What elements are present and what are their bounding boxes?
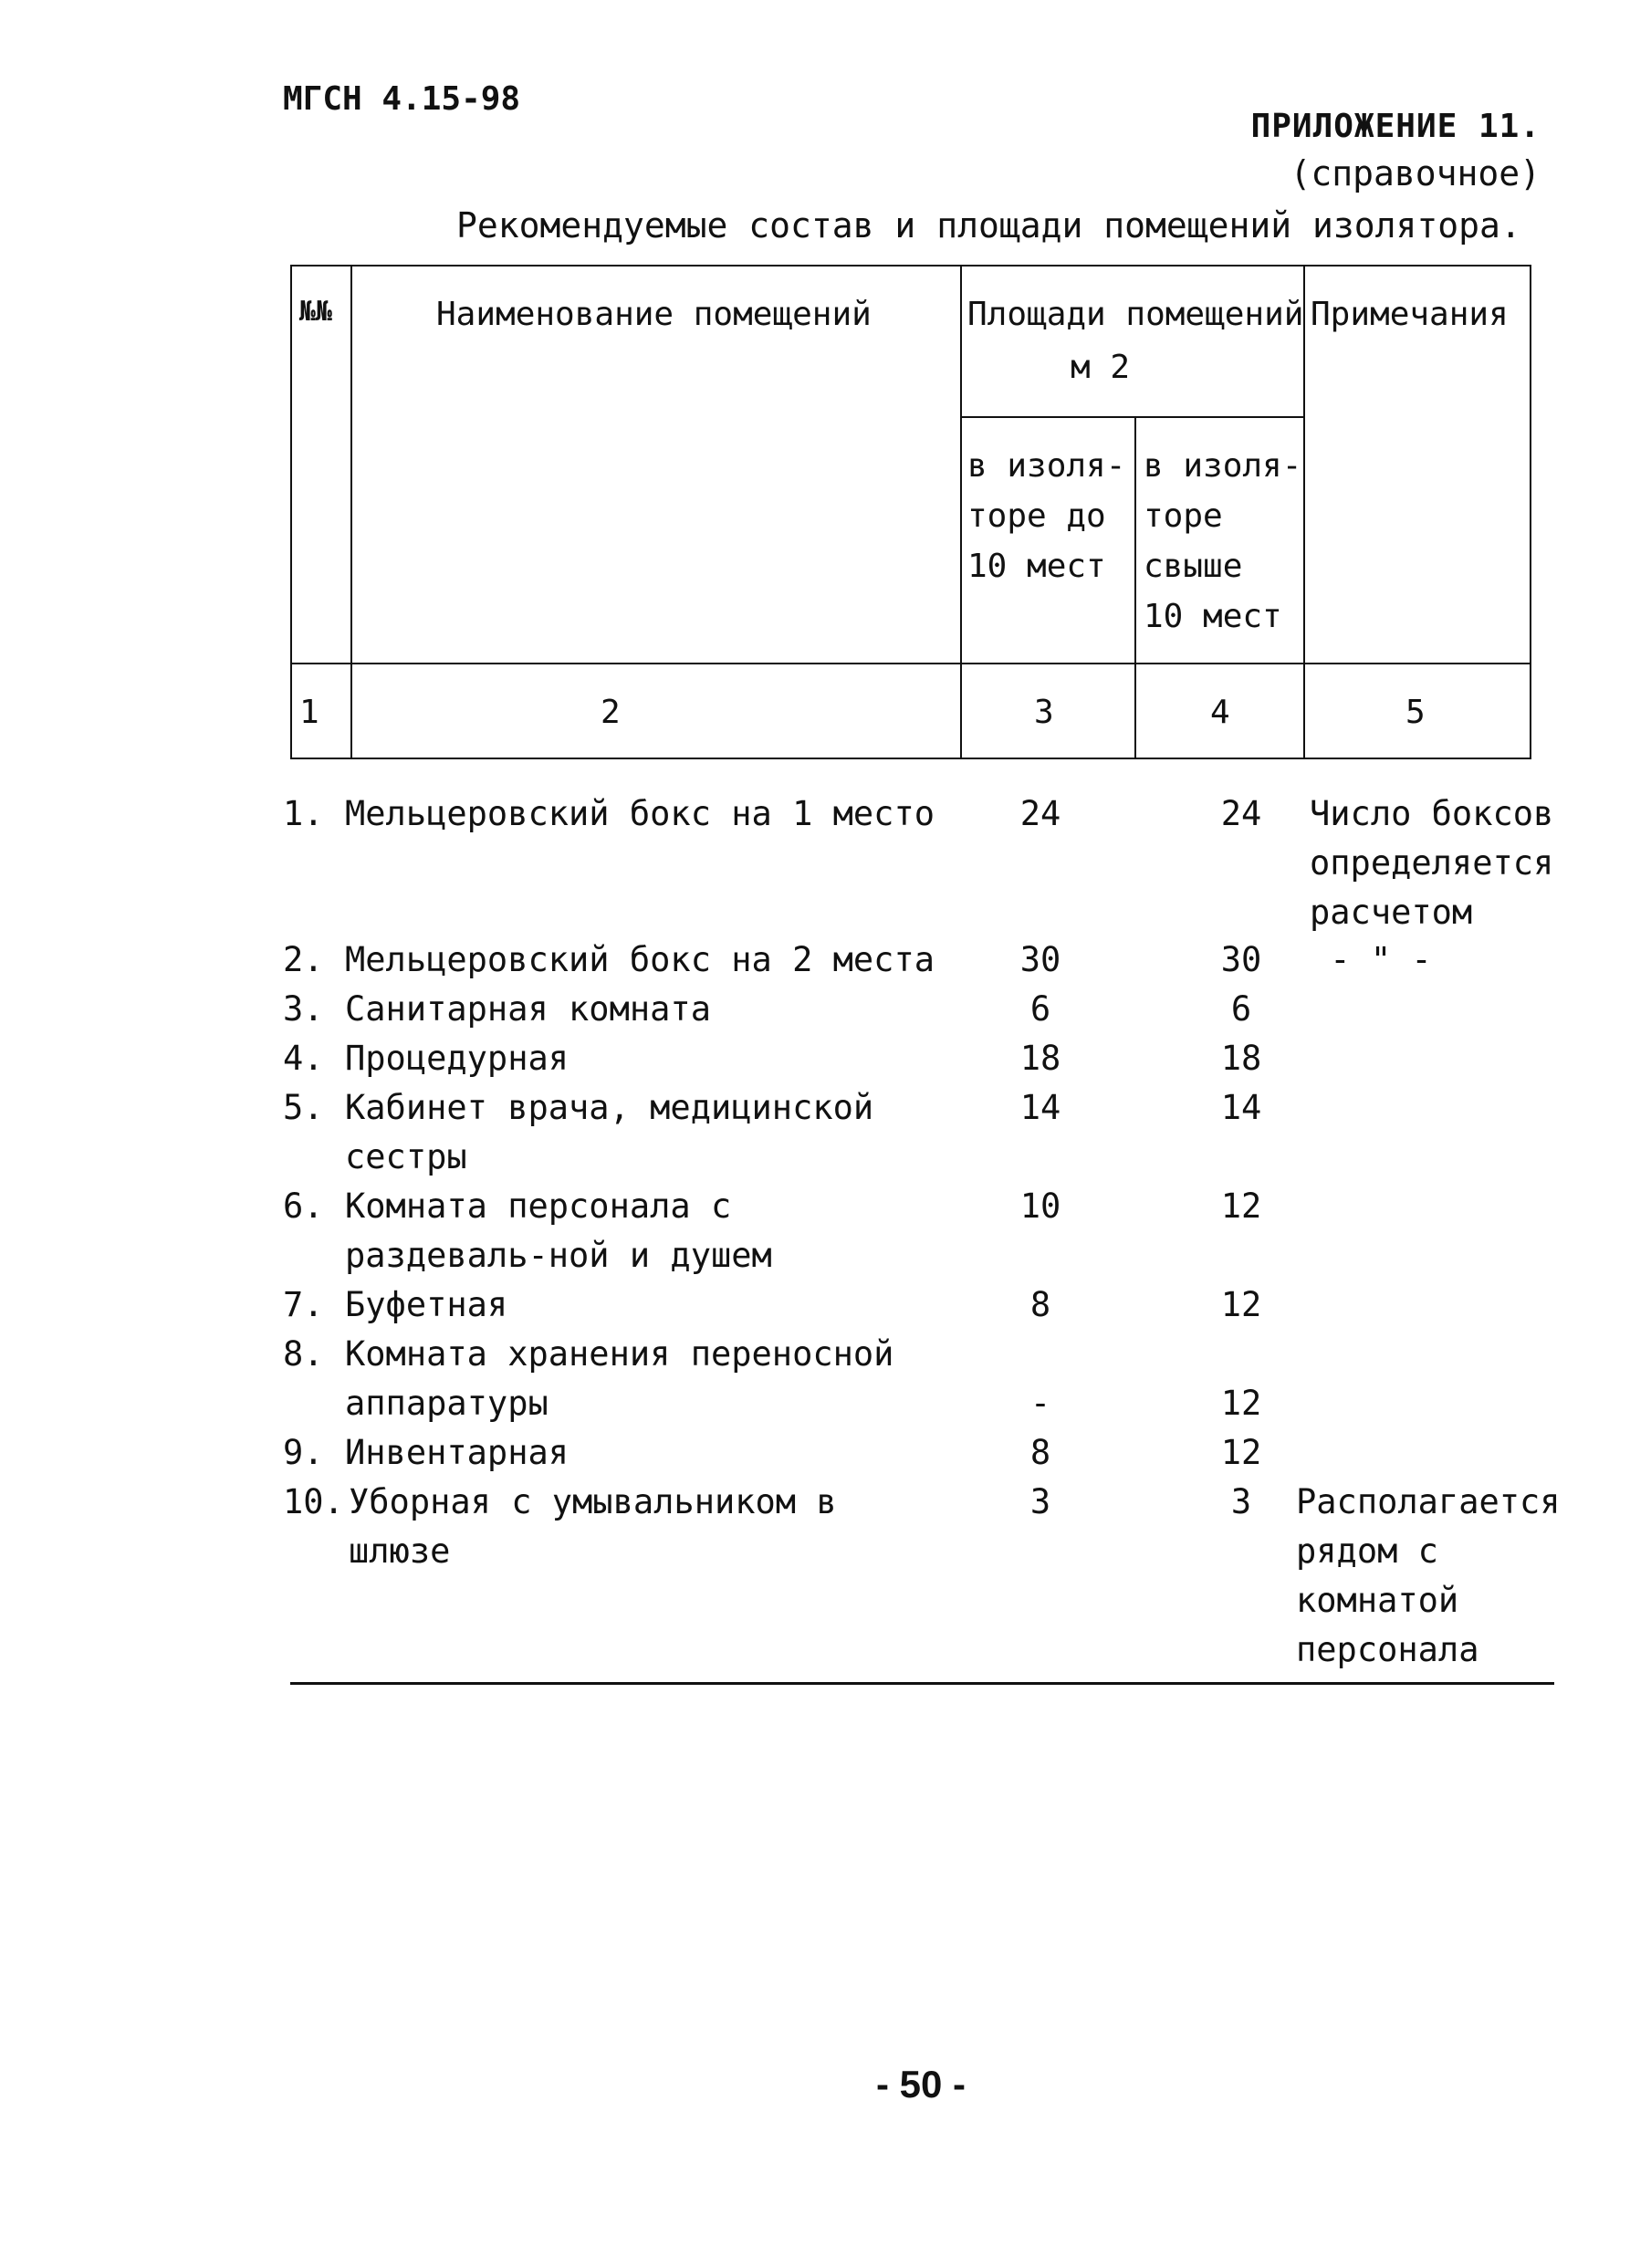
header-sub4-line1: в изоля-	[1144, 447, 1302, 485]
row-name: Инвентарная	[345, 1433, 569, 1472]
row-name: Мельцеровский бокс на 2 места	[345, 940, 935, 979]
row-note: Число боксов определяется расчетом	[1310, 794, 1554, 932]
header-colnum-4: 4	[1210, 694, 1230, 731]
table-caption: Рекомендуемые состав и площади помещений изолятора.	[456, 205, 1521, 246]
appendix-subtitle: (справочное)	[1290, 153, 1541, 193]
table-row	[283, 985, 1561, 1034]
row-area-small: 3	[1029, 1482, 1051, 1521]
table-row	[283, 1034, 1561, 1083]
row-number: 2.	[283, 940, 324, 979]
header-colnum-2: 2	[601, 694, 621, 731]
row-area-small: 10	[1019, 1186, 1061, 1226]
header-name-col: Наименование помещений	[436, 296, 872, 333]
row-note: Располагается рядом с комнатой персонала	[1296, 1482, 1561, 1669]
row-number: 1.	[283, 794, 324, 833]
header-sub3-line2: торе до	[967, 497, 1106, 535]
table-body	[283, 789, 1561, 1675]
header-sub3-line3: 10 мест	[967, 548, 1106, 585]
table-row	[283, 1330, 1561, 1428]
header-sub4-line3: свыше	[1144, 548, 1243, 585]
row-area-large: 3	[1230, 1482, 1252, 1521]
row-area-small: 14	[1019, 1088, 1061, 1127]
header-colnum-1: 1	[299, 694, 319, 731]
row-number: 3.	[283, 989, 324, 1029]
table-row	[283, 1083, 1561, 1182]
row-area-small: 8	[1029, 1433, 1051, 1472]
row-name: Процедурная	[345, 1039, 569, 1078]
row-area-small: 24	[1019, 794, 1061, 833]
row-area-small: 30	[1019, 940, 1061, 979]
row-area-large: 14	[1220, 1088, 1262, 1127]
table-header-grid	[290, 265, 1531, 758]
row-number: 8.	[283, 1334, 324, 1374]
document-code: МГСН 4.15-98	[283, 80, 521, 118]
row-name: Мельцеровский бокс на 1 место	[345, 794, 935, 833]
row-area-large: 12	[1220, 1433, 1262, 1472]
row-number: 4.	[283, 1039, 324, 1078]
header-sub4-line2: торе	[1144, 497, 1223, 535]
header-notes-col: Примечания	[1311, 296, 1509, 333]
row-area-small: -	[1029, 1384, 1051, 1423]
header-colnum-5: 5	[1405, 694, 1426, 731]
table-row	[283, 1478, 1561, 1675]
header-sub3-line1: в изоля-	[967, 447, 1126, 485]
row-name: Комната хранения переносной аппаратуры	[345, 1334, 894, 1423]
header-colnum-3: 3	[1034, 694, 1054, 731]
table-row	[283, 1182, 1561, 1280]
row-number: 5.	[283, 1088, 324, 1127]
row-name: Кабинет врача, медицинской сестры	[345, 1088, 874, 1176]
row-area-large: 18	[1220, 1039, 1262, 1078]
row-number: 9.	[283, 1433, 324, 1472]
row-area-large: 12	[1220, 1285, 1262, 1324]
header-area-unit: м 2	[1071, 349, 1131, 386]
row-number: 10.	[283, 1482, 344, 1521]
row-note: - " -	[1310, 940, 1432, 979]
row-area-large: 24	[1220, 794, 1262, 833]
row-name: Уборная с умывальником в шлюзе	[349, 1482, 837, 1571]
header-area-col: Площади помещений	[967, 296, 1304, 333]
row-area-small: 6	[1029, 989, 1051, 1029]
table-row	[283, 1280, 1561, 1330]
row-number: 7.	[283, 1285, 324, 1324]
row-area-large: 6	[1230, 989, 1252, 1029]
row-name: Санитарная комната	[345, 989, 711, 1029]
page-number: - 50 -	[876, 2063, 967, 2106]
row-area-large: 30	[1220, 940, 1262, 979]
row-name: Буфетная	[345, 1285, 508, 1324]
header-sub4-line4: 10 мест	[1144, 598, 1282, 635]
table-bottom-rule	[290, 1682, 1554, 1685]
table-row	[283, 935, 1561, 985]
header-number-col: №№	[299, 296, 333, 328]
table-row	[283, 1428, 1561, 1478]
row-name: Комната персонала с раздеваль-ной и душем	[345, 1186, 772, 1275]
appendix-title: ПРИЛОЖЕНИЕ 11.	[1250, 108, 1541, 145]
row-area-large: 12	[1220, 1384, 1262, 1423]
row-area-large: 12	[1220, 1186, 1262, 1226]
table-row	[283, 789, 1561, 935]
row-area-small: 18	[1019, 1039, 1061, 1078]
row-area-small: 8	[1029, 1285, 1051, 1324]
row-number: 6.	[283, 1186, 324, 1226]
